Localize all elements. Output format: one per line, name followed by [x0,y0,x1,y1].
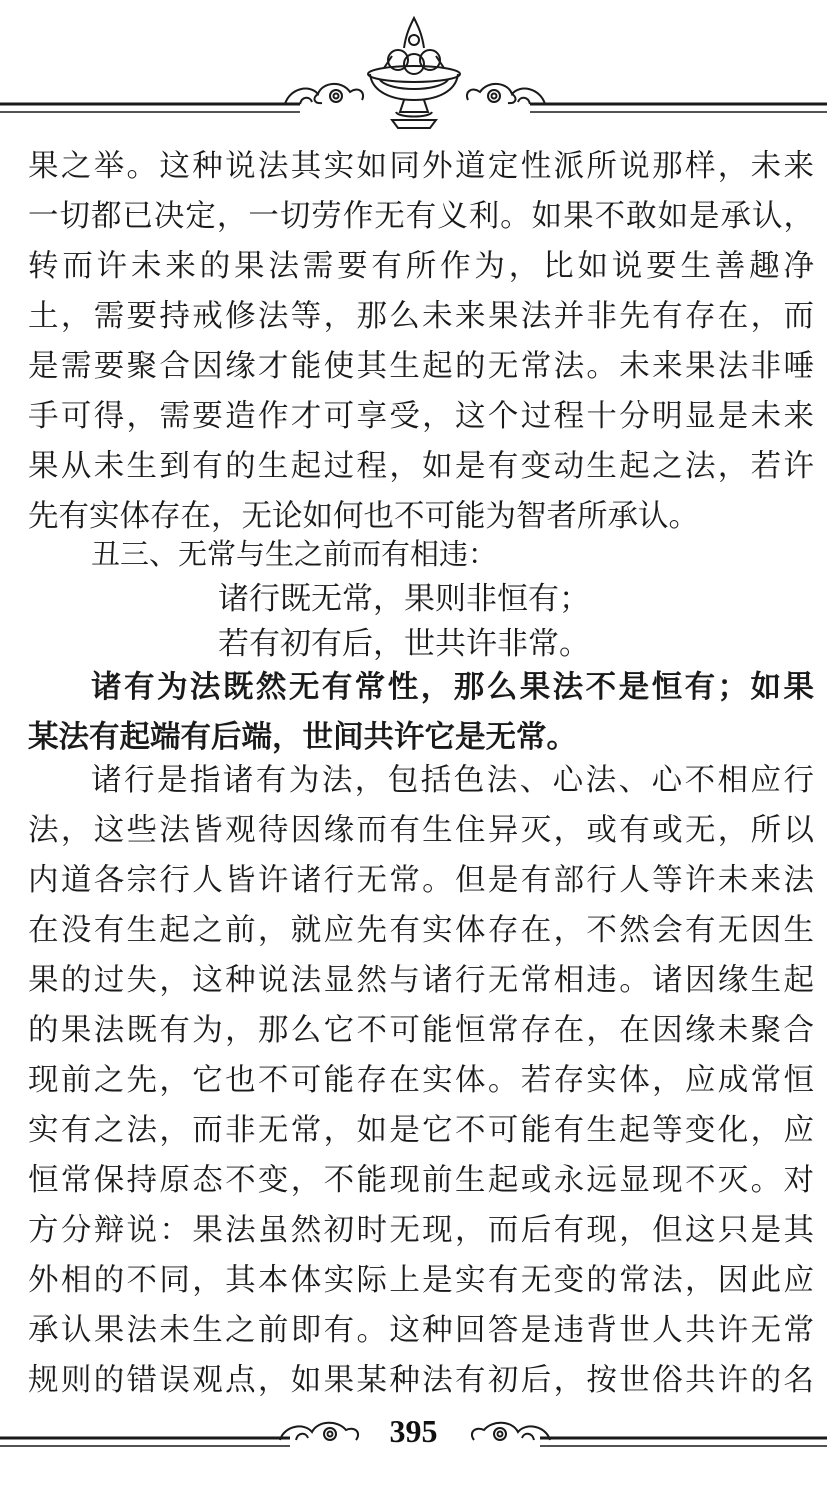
section-heading-block [28,532,814,577]
header-ornament [0,0,827,135]
text-line: 土，需要持戒修法等，那么未来果法并非先有存在，而 [28,299,814,334]
translation-line: 诸有为法既然无有常性，那么果法不是恒有；如果 [91,669,814,705]
text-line: 恒常保持原态不变，不能现前生起或永远显现不灭。对 [28,1163,814,1198]
section-heading: 丑三、无常与生之前而有相违： [91,537,498,571]
right-cloud-icon [467,84,545,104]
text-line: 在没有生起之前，就应先有实体存在，不然会有无因生 [28,913,814,948]
text-line: 转而许未来的果法需要有所作为，比如说要生善趣净 [28,249,814,284]
text-line: 果之举。这种说法其实如同外道定性派所说那样，未来 [28,149,814,184]
text-line: 方分辩说：果法虽然初时无现，而后有现，但这只是其 [28,1213,814,1248]
text-line: 果的过失，这种说法显然与诸行无常相违。诸因缘生起 [28,963,814,998]
text-line: 是需要聚合因缘才能使其生起的无常法。未来果法非唾 [28,349,814,384]
text-line: 的果法既有为，那么它不可能恒常存在，在因缘未聚合 [28,1013,814,1048]
text-line: 诸行是指诸有为法，包括色法、心法、心不相应行 [91,763,814,798]
left-cloud-icon [285,84,363,104]
paragraph-1 [28,142,814,542]
text-line: 实有之法，而非无常，如是它不可能有生起等变化，应 [28,1113,814,1148]
verse-line: 诸行既无常，果则非恒有； [218,581,590,617]
text-line: 外相的不同，其本体实际上是实有无变的常法，因此应 [28,1263,814,1298]
text-line: 承认果法未生之前即有。这种回答是违背世人共许无常 [28,1313,814,1348]
verse-block [28,577,814,667]
page-number: 395 [389,1413,438,1449]
text-line: 手可得，需要造作才可享受，这个过程十分明显是未来 [28,399,814,434]
verse-line: 若有初有后，世共许非常。 [218,626,590,662]
text-line: 先有实体存在，无论如何也不可能为智者所承认。 [28,499,699,534]
commentary-block [28,756,814,1406]
text-line: 一切都已决定，一切劳作无有义利。如果不敢如是承认， [28,199,814,234]
text-line: 法，这些法皆观待因缘而有生住异灭，或有或无，所以 [28,813,814,848]
translation-block [28,662,814,762]
text-line: 规则的错误观点，如果某种法有初后，按世俗共许的名 [28,1363,814,1398]
translation-line: 某法有起端有后端，世间共许它是无常。 [28,719,577,755]
text-line: 现前之先，它也不可能存在实体。若存实体，应成常恒 [28,1063,814,1098]
offering-bowl-icon [368,18,460,128]
text-line: 内道各宗行人皆许诸行无常。但是有部行人等许未来法 [28,863,814,898]
text-line: 果从未生到有的生起过程，如是有变动生起之法，若许 [28,449,814,484]
